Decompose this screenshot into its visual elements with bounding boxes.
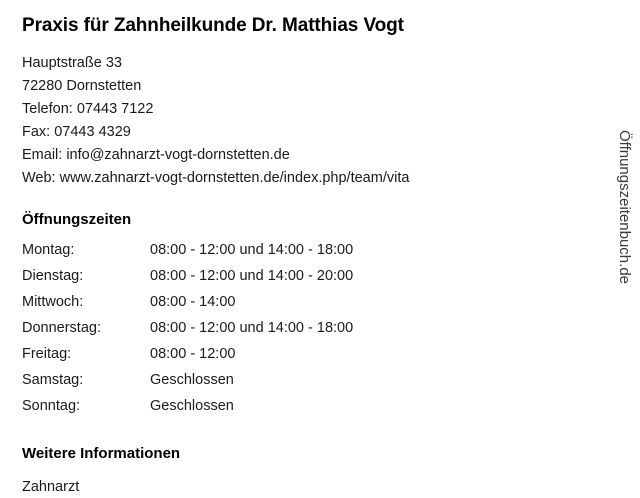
table-row xyxy=(22,346,353,372)
table-row xyxy=(22,242,353,268)
table-row xyxy=(22,398,353,424)
page-title: Praxis für Zahnheilkunde Dr. Matthias Vogt xyxy=(22,15,404,36)
day-hours: 08:00 - 12:00 und 14:00 - 18:00 xyxy=(150,242,354,258)
watermark xyxy=(614,130,638,360)
phone-line: Telefon: 07443 7122 xyxy=(22,101,154,117)
table-row xyxy=(22,372,353,398)
table-row xyxy=(22,268,353,294)
more-information-text: Zahnarzt xyxy=(22,479,80,495)
day-label: Mittwoch: xyxy=(22,294,84,310)
address-city: 72280 Dornstetten xyxy=(22,78,142,94)
day-label: Dienstag: xyxy=(22,268,84,284)
email-line: Email: info@zahnarzt-vogt-dornstetten.de xyxy=(22,147,290,163)
day-label: Montag: xyxy=(22,242,75,258)
fax-line: Fax: 07443 4329 xyxy=(22,124,131,140)
table-row xyxy=(22,294,353,320)
day-label: Donnerstag: xyxy=(22,320,101,336)
day-label: Samstag: xyxy=(22,372,84,388)
day-hours: 08:00 - 12:00 xyxy=(150,346,236,362)
day-hours: Geschlossen xyxy=(150,398,234,414)
table-row xyxy=(22,320,353,346)
day-hours: 08:00 - 12:00 und 14:00 - 18:00 xyxy=(150,320,354,336)
address-street: Hauptstraße 33 xyxy=(22,55,122,71)
opening-hours-heading: Öffnungszeiten xyxy=(22,211,132,228)
day-hours: Geschlossen xyxy=(150,372,234,388)
day-label: Sonntag: xyxy=(22,398,81,414)
website-line: Web: www.zahnarzt-vogt-dornstetten.de/index.php/team/vita xyxy=(22,170,410,186)
watermark-text: Öffnungszeitenbuch.de xyxy=(616,130,633,285)
opening-hours-table xyxy=(22,242,353,424)
day-label: Freitag: xyxy=(22,346,72,362)
contact-block xyxy=(22,52,640,190)
day-hours: 08:00 - 14:00 xyxy=(150,294,236,310)
day-hours: 08:00 - 12:00 und 14:00 - 20:00 xyxy=(150,268,354,284)
more-information-heading: Weitere Informationen xyxy=(22,445,181,462)
